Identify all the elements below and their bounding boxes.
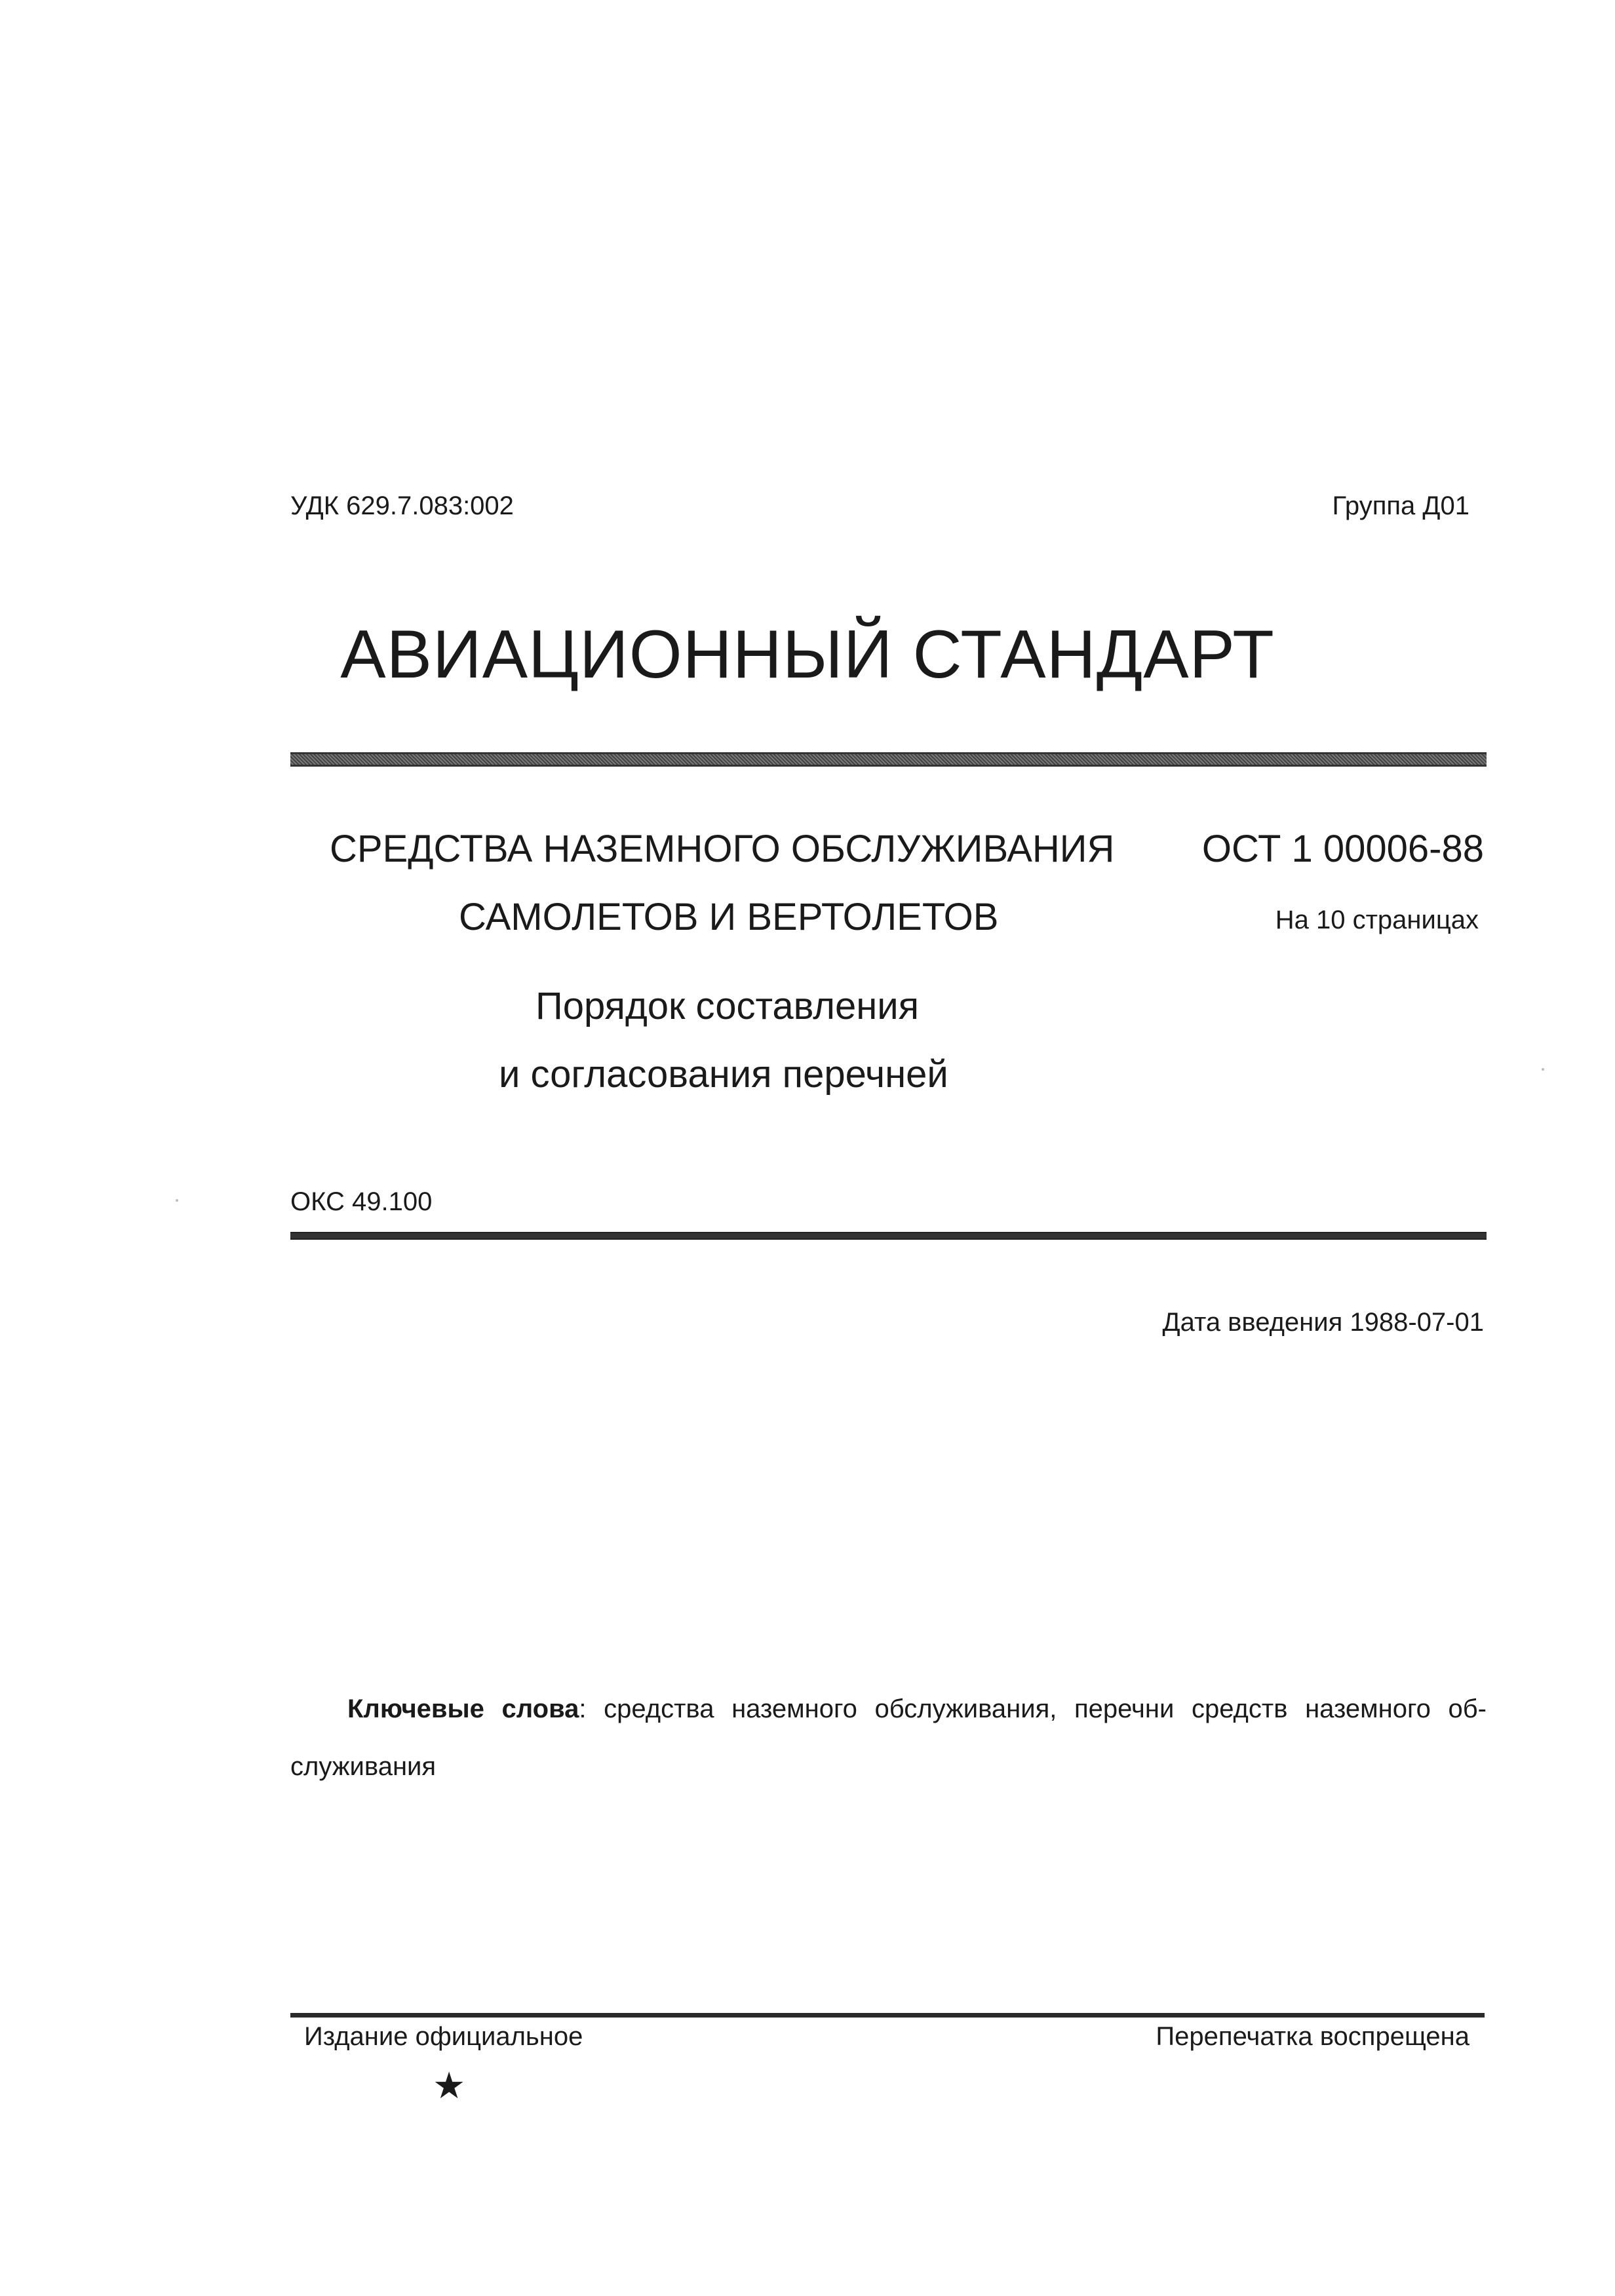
standard-title: АВИАЦИОННЫЙ СТАНДАРТ	[340, 617, 1275, 693]
oks-code: ОКС 49.100	[290, 1187, 433, 1216]
scan-speck	[176, 1199, 178, 1202]
scan-speck	[1542, 1068, 1544, 1071]
procedure-line-1: Порядок составления	[535, 985, 920, 1027]
introduction-date: Дата введения 1988-07-01	[1162, 1308, 1484, 1337]
subject-line-1: СРЕДСТВА НАЗЕМНОГО ОБСЛУЖИВАНИЯ	[330, 828, 1115, 870]
official-edition-label: Издание официальное	[304, 2022, 583, 2051]
keywords-paragraph	[290, 1680, 1487, 1795]
keywords-text: : средства наземного обслуживания, перечни средств наземного об-служивания	[290, 1694, 1487, 1781]
procedure-line-2: и согласования перечней	[499, 1053, 948, 1096]
keywords-label: Ключевые слова	[347, 1694, 579, 1723]
footer-divider	[290, 2013, 1485, 2018]
group-code: Группа Д01	[1332, 491, 1469, 520]
page-count: На 10 страницах	[1275, 906, 1479, 934]
star-icon: ★	[433, 2065, 466, 2106]
oks-divider	[290, 1232, 1487, 1240]
subject-line-2: САМОЛЕТОВ И ВЕРТОЛЕТОВ	[459, 896, 999, 938]
udk-code: УДК 629.7.083:002	[290, 491, 514, 520]
reprint-prohibited-label: Перепечатка воспрещена	[1156, 2022, 1469, 2051]
title-divider	[290, 752, 1487, 767]
standard-designation: ОСТ 1 00006-88	[1201, 828, 1484, 870]
